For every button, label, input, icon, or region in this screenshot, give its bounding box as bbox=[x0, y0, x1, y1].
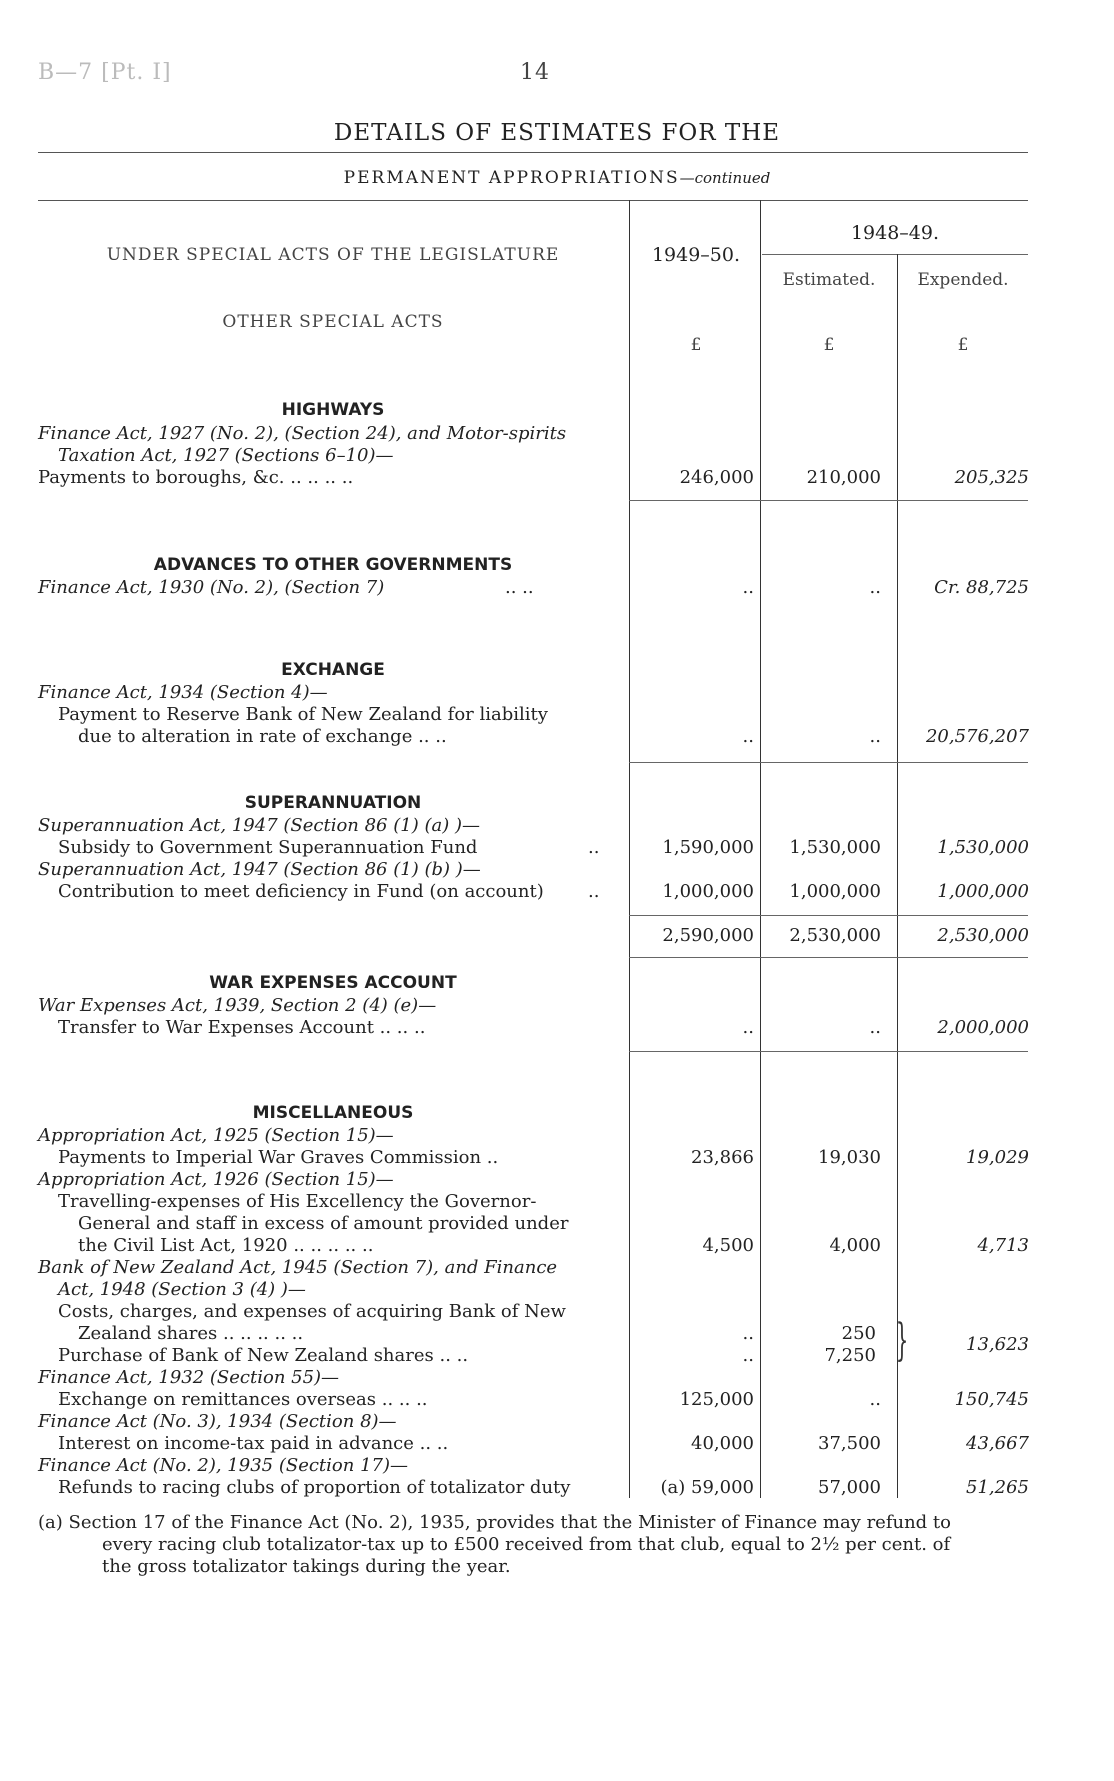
misc-act6-estimated: 57,000 bbox=[818, 1477, 881, 1498]
advances-value-estimated: .. bbox=[869, 577, 881, 598]
misc-act5: Finance Act (No. 3), 1934 (Section 8)— bbox=[38, 1411, 397, 1432]
misc-act4-item: Exchange on remittances overseas .. .. .. bbox=[58, 1389, 428, 1410]
war-value-estimated: .. bbox=[869, 1017, 881, 1038]
column-divider-3 bbox=[897, 254, 898, 1498]
misc-act2-item2: General and staff in excess of amount provided under bbox=[78, 1213, 569, 1234]
war-value-expended: 2,000,000 bbox=[937, 1017, 1029, 1038]
footnote-line2: every racing club totalizator-tax up to £500 received from that club, equal to 2½ per cent. of bbox=[102, 1534, 951, 1555]
advances-value-1949: .. bbox=[742, 577, 754, 598]
subtitle-text: PERMANENT APPROPRIATIONS bbox=[343, 168, 680, 188]
misc-act2-item1: Travelling-expenses of His Excellency the Governor- bbox=[58, 1191, 537, 1212]
super-item1-dots: .. bbox=[588, 837, 600, 858]
super-item2-1949: 1,000,000 bbox=[662, 881, 754, 902]
column-left-heading: UNDER SPECIAL ACTS OF THE LEGISLATURE bbox=[106, 245, 560, 265]
section-title-exchange: EXCHANGE bbox=[281, 660, 385, 680]
misc-act5-estimated: 37,500 bbox=[818, 1433, 881, 1454]
page-title: DETAILS OF ESTIMATES FOR THE bbox=[333, 120, 781, 146]
misc-act3-line2: Act, 1948 (Section 3 (4) )— bbox=[58, 1279, 306, 1300]
column-divider-1 bbox=[629, 200, 630, 1498]
exchange-rule bbox=[629, 762, 1028, 763]
war-item: Transfer to War Expenses Account .. .. .. bbox=[58, 1017, 426, 1038]
section-title-war: WAR EXPENSES ACCOUNT bbox=[209, 973, 457, 993]
misc-act6-item: Refunds to racing clubs of proportion of totalizator duty bbox=[58, 1477, 571, 1498]
exchange-item-line2: due to alteration in rate of exchange .. .. bbox=[78, 726, 447, 747]
misc-act4-expended: 150,745 bbox=[954, 1389, 1029, 1410]
column-expended: Expended. bbox=[917, 270, 1009, 290]
brace-icon: } bbox=[895, 1315, 909, 1366]
title-rule bbox=[38, 152, 1028, 153]
misc-act2: Appropriation Act, 1926 (Section 15)— bbox=[38, 1169, 394, 1190]
misc-act1-expended: 19,029 bbox=[966, 1147, 1029, 1168]
misc-act2-1949: 4,500 bbox=[702, 1235, 754, 1256]
super-item1-1949: 1,590,000 bbox=[662, 837, 754, 858]
super-item2-estimated: 1,000,000 bbox=[789, 881, 881, 902]
war-value-1949: .. bbox=[742, 1017, 754, 1038]
misc-act2-expended: 4,713 bbox=[977, 1235, 1029, 1256]
misc-act5-item: Interest on income-tax paid in advance .. .. bbox=[58, 1433, 449, 1454]
advances-value-expended: Cr. 88,725 bbox=[934, 577, 1029, 598]
misc-act3-item3: Purchase of Bank of New Zealand shares .. .. bbox=[58, 1345, 469, 1366]
misc-act1-1949: 23,866 bbox=[691, 1147, 754, 1168]
advances-act-line1: Finance Act, 1930 (No. 2), (Section 7) bbox=[38, 577, 385, 598]
misc-act6-1949: (a) 59,000 bbox=[660, 1477, 754, 1498]
misc-act1: Appropriation Act, 1925 (Section 15)— bbox=[38, 1125, 394, 1146]
misc-act2-estimated: 4,000 bbox=[829, 1235, 881, 1256]
super-act2: Superannuation Act, 1947 (Section 86 (1) (b) )— bbox=[38, 859, 481, 880]
section-title-misc: MISCELLANEOUS bbox=[252, 1103, 414, 1123]
table-top-rule bbox=[38, 200, 1028, 201]
highways-rule bbox=[629, 500, 1028, 501]
misc-act4: Finance Act, 1932 (Section 55)— bbox=[38, 1367, 340, 1388]
misc-act3-r2-estimated: 7,250 bbox=[824, 1345, 876, 1366]
exchange-value-1949: .. bbox=[742, 726, 754, 747]
exchange-value-estimated: .. bbox=[869, 726, 881, 747]
misc-act2-item3: the Civil List Act, 1920 .. .. .. .. .. bbox=[78, 1235, 374, 1256]
page-subtitle bbox=[0, 168, 1114, 188]
super-total-rule bbox=[629, 957, 1028, 958]
super-item1-estimated: 1,530,000 bbox=[789, 837, 881, 858]
advances-dots: .. .. bbox=[505, 577, 534, 598]
super-item2: Contribution to meet deficiency in Fund (on account) bbox=[58, 881, 544, 902]
section-title-highways: HIGHWAYS bbox=[281, 400, 385, 420]
page-number: 14 bbox=[520, 60, 550, 85]
column-estimated: Estimated. bbox=[782, 270, 876, 290]
super-item1-expended: 1,530,000 bbox=[937, 837, 1029, 858]
super-subtotal-rule bbox=[629, 915, 1028, 916]
misc-act4-estimated: .. bbox=[869, 1389, 881, 1410]
exchange-value-expended: 20,576,207 bbox=[925, 726, 1029, 747]
footnote-line1: (a) Section 17 of the Finance Act (No. 2), 1935, provides that the Minister of Finance may refund to bbox=[38, 1512, 951, 1533]
super-act1: Superannuation Act, 1947 (Section 86 (1) (a) )— bbox=[38, 815, 480, 836]
misc-act3-r1-estimated: 250 bbox=[841, 1323, 876, 1344]
exchange-act-line1: Finance Act, 1934 (Section 4)— bbox=[38, 682, 328, 703]
highways-act-line2: Taxation Act, 1927 (Sections 6–10)— bbox=[58, 445, 394, 466]
misc-act4-1949: 125,000 bbox=[679, 1389, 754, 1410]
misc-act3-item2: Zealand shares .. .. .. .. .. bbox=[78, 1323, 304, 1344]
misc-act3-expended: 13,623 bbox=[966, 1334, 1029, 1355]
misc-act6-expended: 51,265 bbox=[966, 1477, 1029, 1498]
highways-value-expended: 205,325 bbox=[954, 467, 1029, 488]
misc-act1-item: Payments to Imperial War Graves Commission .. bbox=[58, 1147, 499, 1168]
super-item2-expended: 1,000,000 bbox=[937, 881, 1029, 902]
page-reference: B—7 [Pt. I] bbox=[38, 60, 172, 85]
currency-col2: £ bbox=[823, 335, 835, 355]
year-split-rule bbox=[762, 254, 1028, 255]
footnote-line3: the gross totalizator takings during the year. bbox=[102, 1556, 511, 1577]
subtitle-suffix: —continued bbox=[679, 169, 771, 187]
super-total-1949: 2,590,000 bbox=[662, 925, 754, 946]
war-rule bbox=[629, 1051, 1028, 1052]
section-title-superannuation: SUPERANNUATION bbox=[244, 793, 422, 813]
super-total-estimated: 2,530,000 bbox=[789, 925, 881, 946]
column-left-subheading: OTHER SPECIAL ACTS bbox=[222, 312, 444, 332]
column-divider-2 bbox=[760, 200, 761, 1498]
section-title-advances: ADVANCES TO OTHER GOVERNMENTS bbox=[153, 555, 513, 575]
misc-act3-r2-1949: .. bbox=[742, 1345, 754, 1366]
highways-act-line1: Finance Act, 1927 (No. 2), (Section 24), and Motor-spirits bbox=[38, 423, 567, 444]
column-year-previous: 1948–49. bbox=[850, 222, 940, 244]
currency-col1: £ bbox=[690, 335, 702, 355]
column-year-current: 1949–50. bbox=[651, 244, 741, 266]
currency-col3: £ bbox=[957, 335, 969, 355]
footnote bbox=[38, 1512, 1028, 1578]
misc-act5-1949: 40,000 bbox=[691, 1433, 754, 1454]
super-total-expended: 2,530,000 bbox=[937, 925, 1029, 946]
highways-value-estimated: 210,000 bbox=[806, 467, 881, 488]
misc-act3-item1: Costs, charges, and expenses of acquiring Bank of New bbox=[58, 1301, 566, 1322]
super-item2-dots: .. bbox=[588, 881, 600, 902]
misc-act3-line1: Bank of New Zealand Act, 1945 (Section 7), and Finance bbox=[38, 1257, 558, 1278]
super-item1: Subsidy to Government Superannuation Fund bbox=[58, 837, 478, 858]
war-act1: War Expenses Act, 1939, Section 2 (4) (e)— bbox=[38, 995, 437, 1016]
misc-act1-estimated: 19,030 bbox=[818, 1147, 881, 1168]
exchange-item-line1: Payment to Reserve Bank of New Zealand for liability bbox=[58, 704, 548, 725]
highways-value-1949: 246,000 bbox=[679, 467, 754, 488]
misc-act5-expended: 43,667 bbox=[966, 1433, 1029, 1454]
highways-item: Payments to boroughs, &c. .. .. .. .. bbox=[38, 467, 354, 488]
misc-act6: Finance Act (No. 2), 1935 (Section 17)— bbox=[38, 1455, 408, 1476]
misc-act3-r1-1949: .. bbox=[742, 1323, 754, 1344]
